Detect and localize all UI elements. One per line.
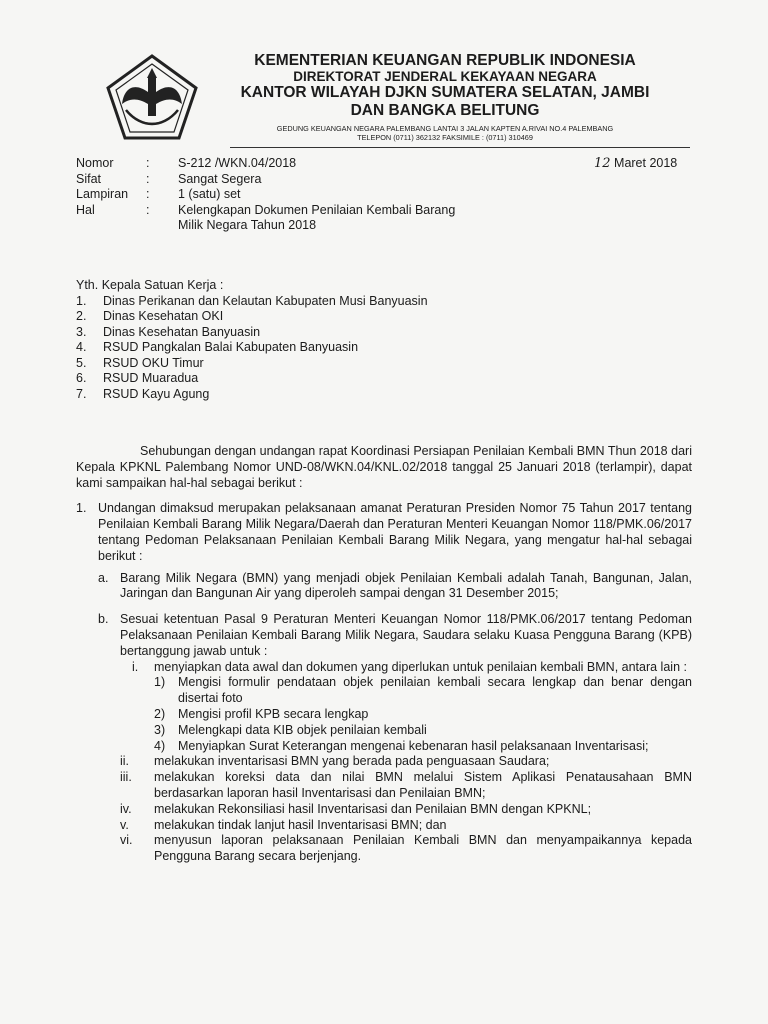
sub-number: 2) [154,706,166,721]
addressee-salutation: Yth. Kepala Satuan Kerja : [76,278,224,292]
addressee-text: RSUD Muaradua [103,371,199,385]
meta-value: Kelengkapan Dokumen Penilaian Kembali Barang Milik Negara Tahun 2018 [178,202,456,232]
addressee-number: 2. [76,309,87,323]
letter-metadata [76,156,478,234]
meta-value: Sangat Segera [178,171,262,186]
sub-item [154,739,692,755]
addressee-number: 3. [76,324,87,339]
roman-number: ii. [120,754,130,769]
addressee-item [76,387,428,403]
meta-key: Sifat [76,171,102,186]
addressee-item [76,371,428,387]
meta-row [76,172,478,188]
roman-text: melakukan Rekonsiliasi hasil Inventarisasi dan Penilaian BMN dengan KPKNL; [154,801,592,816]
addressee-number: 7. [76,386,87,401]
roman-item [120,833,692,865]
point-text: Undangan dimaksud merupakan pelaksanaan amanat Peraturan Presiden Nomor 75 Tahun 2017 tentang Penilaian Kembali Barang Milik Negara/Daerah dan Peraturan Menteri Keuangan Nomor 118/PMK.06/2017 tentang Pedoman Pelaksanaan Penilaian Kembali Barang Milik Negara, yang mengatur hal-hal sebagai berikut : [98,501,692,563]
addressee-item [76,325,428,341]
roman-item [120,770,692,802]
addressee-text: RSUD Pangkalan Balai Kabupaten Banyuasin [103,340,359,354]
ministry-emblem-logo [104,52,200,142]
roman-text: melakukan tindak lanjut hasil Inventarisasi BMN; dan [154,817,447,832]
sub-item [154,675,692,707]
meta-key: Lampiran [76,187,129,201]
letterhead-phone: TELEPON (0711) 362132 FAKSIMILE : (0711) 310469 [357,133,533,142]
point-text: Sesuai ketentuan Pasal 9 Peraturan Menteri Keuangan Nomor 118/PMK.06/2017 tentang Pedoman Pelaksanaan Penilaian Kembali Barang Milik Negara, Saudara selaku Kuasa Pengguna Barang (KPB) bertanggung jawab untuk : [120,612,692,658]
addressee-text: RSUD OKU Timur [103,355,204,370]
addressee-item [76,294,428,310]
roman-text: menyiapkan data awal dan dokumen yang diperlukan untuk penilaian kembali BMN, antara lain : [154,659,687,674]
addressee-text: Dinas Kesehatan OKI [103,309,224,323]
meta-colon: : [146,187,150,201]
addressee-item [76,356,428,372]
letterhead-address: GEDUNG KEUANGAN NEGARA PALEMBANG LANTAI 3 JALAN KAPTEN A.RIVAI NO.4 PALEMBANG [276,124,614,133]
point-1 [76,501,692,564]
point-number: 1. [76,501,87,516]
roman-number: i. [132,659,139,674]
roman-item [120,660,692,676]
letter-body [76,444,692,865]
meta-key: Hal [76,202,95,217]
sub-text: Mengisi formulir pendataan objek penilaian kembali secara lengkap dan benar dengan disertai foto [178,675,692,706]
letterhead-ministry: KEMENTERIAN KEUANGAN REPUBLIK INDONESIA [254,52,636,69]
meta-value: S-212 /WKN.04/2018 [178,156,297,170]
meta-value: 1 (satu) set [178,187,241,201]
addressee-number: 4. [76,340,87,354]
letterhead-office-2: DAN BANGKA BELITUNG [350,102,540,119]
point-a [98,571,692,603]
addressee-item [76,309,428,325]
date-day-handwritten: 12 [594,156,611,171]
addressee-number: 6. [76,371,87,385]
meta-colon: : [146,171,150,186]
sub-item [154,723,692,739]
letterhead-rule [230,147,690,148]
roman-number: vi. [120,833,133,848]
point-letter: a. [98,570,109,585]
roman-item [120,754,692,770]
sub-number: 3) [154,722,166,737]
letterhead [210,52,680,142]
roman-item [120,818,692,834]
roman-text: melakukan inventarisasi BMN yang berada pada penguasaan Saudara; [154,754,550,769]
meta-key: Nomor [76,156,114,170]
sub-number: 4) [154,738,166,753]
meta-row [76,156,478,172]
meta-row [76,187,478,203]
date-month-year: Maret 2018 [614,156,678,170]
sub-item [154,707,692,723]
sub-text: Mengisi profil KPB secara lengkap [178,706,369,721]
letterhead-directorate: DIREKTORAT JENDERAL KEKAYAAN NEGARA [293,69,597,84]
point-letter: b. [98,612,109,627]
addressee-text: Dinas Kesehatan Banyuasin [103,324,261,339]
letter-date [594,156,677,172]
sub-text: Menyiapkan Surat Keterangan mengenai kebenaran hasil pelaksanaan Inventarisasi; [178,738,649,753]
addressee-number: 5. [76,355,87,370]
sub-number: 1) [154,675,166,690]
roman-item [120,802,692,818]
addressee-text: RSUD Kayu Agung [103,386,210,401]
addressee-item [76,340,428,356]
meta-row [76,203,478,234]
roman-text: melakukan koreksi data dan nilai BMN melalui Sistem Aplikasi Penatausahaan BMN berdasarkan laporan hasil Inventarisasi dan Penilaian BMN; [154,770,692,800]
letterhead-office: KANTOR WILAYAH DJKN SUMATERA SELATAN, JAMBI [240,84,650,101]
addressee-number: 1. [76,293,87,308]
roman-number: iii. [120,770,132,785]
meta-colon: : [146,202,150,217]
addressee-text: Dinas Perikanan dan Kelautan Kabupaten Musi Banyuasin [103,293,428,308]
opening-paragraph: Sehubungan dengan undangan rapat Koordinasi Persiapan Penilaian Kembali BMN Thun 2018 dari Kepala KPKNL Palembang Nomor UND-08/WKN.04/KNL.02/2018 tanggal 25 Januari 2018 (terlampir), dapat kami sampaikan hal-hal sebagai berikut : [76,444,692,490]
sub-text: Melengkapi data KIB objek penilaian kembali [178,722,427,737]
roman-text: menyusun laporan pelaksanaan Penilaian Kembali BMN dan menyampaikannya kepada Pengguna Barang secara berjenjang. [154,833,692,864]
roman-number: v. [120,817,129,832]
addressee-block [76,278,428,402]
roman-number: iv. [120,801,132,816]
meta-colon: : [146,156,150,170]
point-b [98,612,692,659]
point-text: Barang Milik Negara (BMN) yang menjadi objek Penilaian Kembali adalah Tanah, Bangunan, Jalan, Jaringan dan Bangunan Air yang diperoleh sampai dengan 31 Desember 2015; [120,570,692,601]
